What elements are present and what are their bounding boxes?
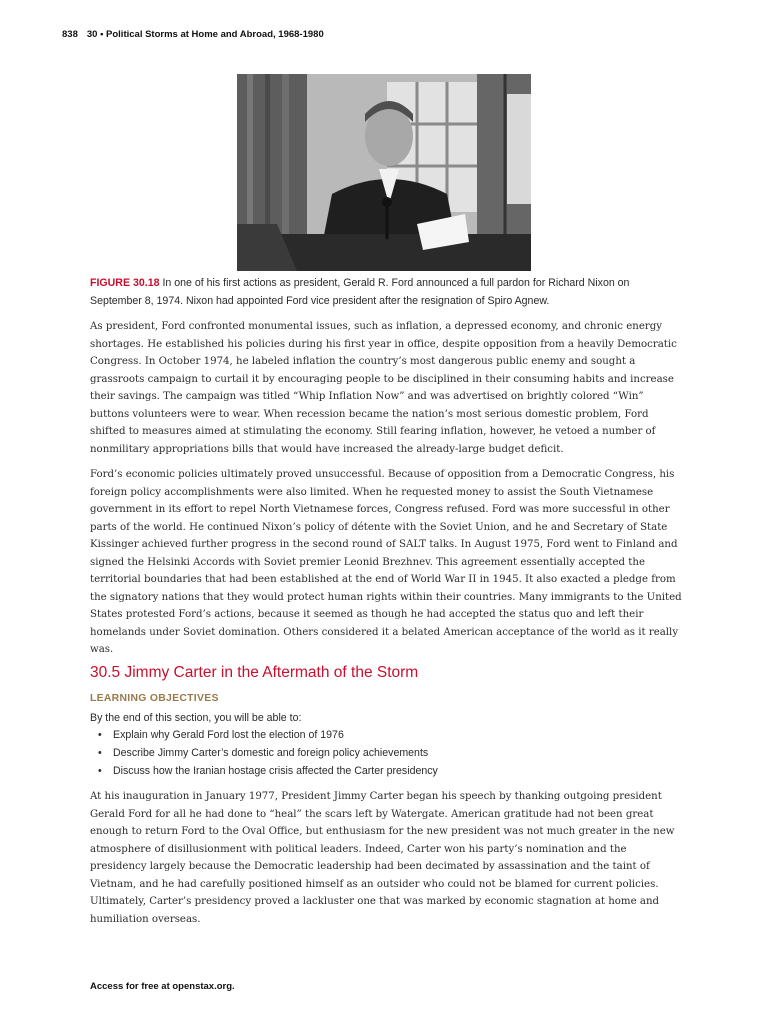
chapter-title: 30 • Political Storms at Home and Abroad, 1968-1980 — [86, 29, 324, 40]
learning-objectives-list — [90, 726, 438, 780]
bullet-icon: • — [98, 729, 102, 741]
body-paragraph-2 — [90, 466, 682, 659]
list-item — [90, 744, 438, 762]
list-item — [90, 762, 438, 780]
paragraph-text: As president, Ford confronted monumental issues, such as inflation, a depressed economy, and chronic energy shortages. He established his policies during his first year in office, despite opposition from a heavily Democratic Congress. In October 1974, he labeled inflation the country’s most dangerous public enemy and sought a grassroots campaign to curtail it by encouraging people to be disciplined in their consuming habits and increase their savings. The campaign was titled “Whip Inflation Now” and was advertised on brightly colored “Win” buttons volunteers were to wear. When recession became the nation’s most serious domestic problem, Ford shifted to measures aimed at stimulating the economy. Still fearing inflation, however, he vetoed a number of nonmilitary appropriations bills that would have increased the already-large budget deficit. — [90, 321, 677, 455]
figure-photo — [237, 74, 531, 271]
learning-objectives-heading: LEARNING OBJECTIVES — [90, 693, 219, 704]
learning-objectives-intro: By the end of this section, you will be able to: — [90, 712, 302, 724]
figure-caption-text: In one of his first actions as president, Gerald R. Ford announced a full pardon for Richard Nixon on September 8, 1974. Nixon had appointed Ford vice president after the resignation of Spiro Agnew. — [90, 277, 630, 307]
figure-caption — [90, 275, 680, 310]
bullet-icon: • — [98, 765, 102, 777]
bullet-icon: • — [98, 747, 102, 759]
objective-text: Describe Jimmy Carter’s domestic and foreign policy achievements — [113, 747, 429, 759]
paragraph-text: Ford’s economic policies ultimately proved unsuccessful. Because of opposition from a Democratic Congress, his foreign policy accomplishments were also limited. When he requested money to assist the South Vietnamese government in its effort to repel North Vietnamese forces, Congress refused. Ford was more successful in other parts of the world. He continued Nixon’s policy of détente with the Soviet Union, and he and Secretary of State Kissinger achieved further progress in the second round of SALT talks. In August 1975, Ford went to Finland and signed the Helsinki Accords with Soviet premier Leonid Brezhnev. This agreement essentially accepted the territorial boundaries that had been established at the end of World War II in 1945. It also exacted a pledge from the signatory nations that they would protect human rights within their countries. Many immigrants to the United States protested Ford’s actions, because it seemed as though he had accepted the status quo and left their homelands under Soviet domination. Others considered it a belated American acceptance of the world as it really was. — [90, 469, 682, 655]
body-paragraph-3 — [90, 788, 682, 928]
paragraph-text: At his inauguration in January 1977, President Jimmy Carter began his speech by thanking outgoing president Gerald Ford for all he had done to “heal” the scars left by Watergate. American gratitude had not been great enough to return Ford to the Oval Office, but enthusiasm for the new president was not much greater in the new atmosphere of disillusionment with political leaders. Indeed, Carter won his party’s nomination and the presidency largely because the Democratic leadership had been decimated by assassination and the taint of Vietnam, and he had carefully positioned himself as an outsider who could not be blamed for current policies. Ultimately, Carter’s presidency proved a lackluster one that was marked by economic stagnation at home and humiliation overseas. — [90, 791, 675, 925]
objective-text: Explain why Gerald Ford lost the election of 1976 — [113, 729, 344, 741]
objective-text: Discuss how the Iranian hostage crisis affected the Carter presidency — [113, 765, 438, 777]
page-number: 838 — [62, 29, 78, 40]
body-paragraph-1 — [90, 318, 682, 458]
list-item — [90, 726, 438, 744]
section-title: 30.5 Jimmy Carter in the Aftermath of the Storm — [90, 664, 419, 681]
footer-link[interactable]: Access for free at openstax.org. — [90, 981, 235, 992]
figure-label: FIGURE 30.18 — [90, 277, 160, 289]
running-header — [62, 29, 324, 40]
